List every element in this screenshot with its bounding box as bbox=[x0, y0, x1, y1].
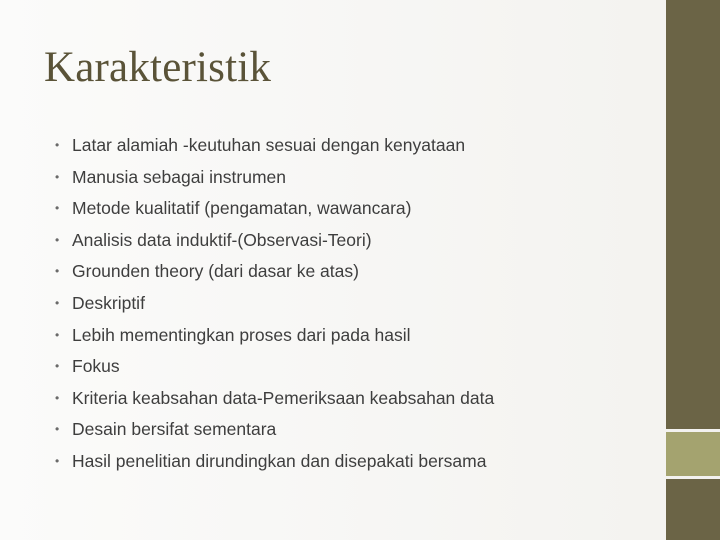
list-item bbox=[55, 225, 655, 257]
bullet-text: Kriteria keabsahan data-Pemeriksaan keabsahan data bbox=[72, 387, 495, 408]
bullet-icon: • bbox=[55, 422, 60, 437]
sidebar-decoration bbox=[666, 0, 720, 540]
bullet-icon: • bbox=[55, 327, 60, 342]
list-item bbox=[55, 130, 655, 162]
bullet-text: Analisis data induktif-(Observasi-Teori) bbox=[72, 229, 372, 250]
bullet-list bbox=[55, 130, 655, 478]
bullet-text: Hasil penelitian dirundingkan dan disepakati bersama bbox=[72, 450, 487, 471]
list-item bbox=[55, 193, 655, 225]
bullet-icon: • bbox=[55, 295, 60, 310]
list-item bbox=[55, 288, 655, 320]
bullet-icon: • bbox=[55, 201, 60, 216]
list-item bbox=[55, 351, 655, 383]
list-item bbox=[55, 414, 655, 446]
bullet-text: Latar alamiah -keutuhan sesuai dengan kenyataan bbox=[72, 135, 466, 155]
bullet-text: Fokus bbox=[72, 356, 120, 377]
list-item bbox=[55, 320, 655, 352]
bullet-text: Desain bersifat sementara bbox=[72, 419, 277, 440]
list-item bbox=[55, 162, 655, 194]
bullet-icon: • bbox=[55, 169, 60, 184]
bullet-icon: • bbox=[55, 138, 60, 152]
list-item bbox=[55, 256, 655, 288]
list-item bbox=[55, 383, 655, 415]
sidebar-divider bbox=[666, 476, 720, 479]
bullet-text: Deskriptif bbox=[72, 292, 145, 313]
list-item bbox=[55, 446, 655, 478]
bullet-icon: • bbox=[55, 359, 60, 374]
bullet-icon: • bbox=[55, 232, 60, 247]
bullet-icon: • bbox=[55, 264, 60, 279]
sidebar-accent-block bbox=[666, 432, 720, 476]
bullet-text: Manusia sebagai instrumen bbox=[72, 166, 287, 187]
bullet-icon: • bbox=[55, 453, 60, 468]
slide-title: Karakteristik bbox=[44, 44, 272, 91]
bullet-icon: • bbox=[55, 390, 60, 405]
bullet-text: Lebih mementingkan proses dari pada hasil bbox=[72, 324, 411, 345]
bullet-text: Grounden theory (dari dasar ke atas) bbox=[72, 261, 359, 282]
bullet-text: Metode kualitatif (pengamatan, wawancara) bbox=[72, 198, 412, 219]
